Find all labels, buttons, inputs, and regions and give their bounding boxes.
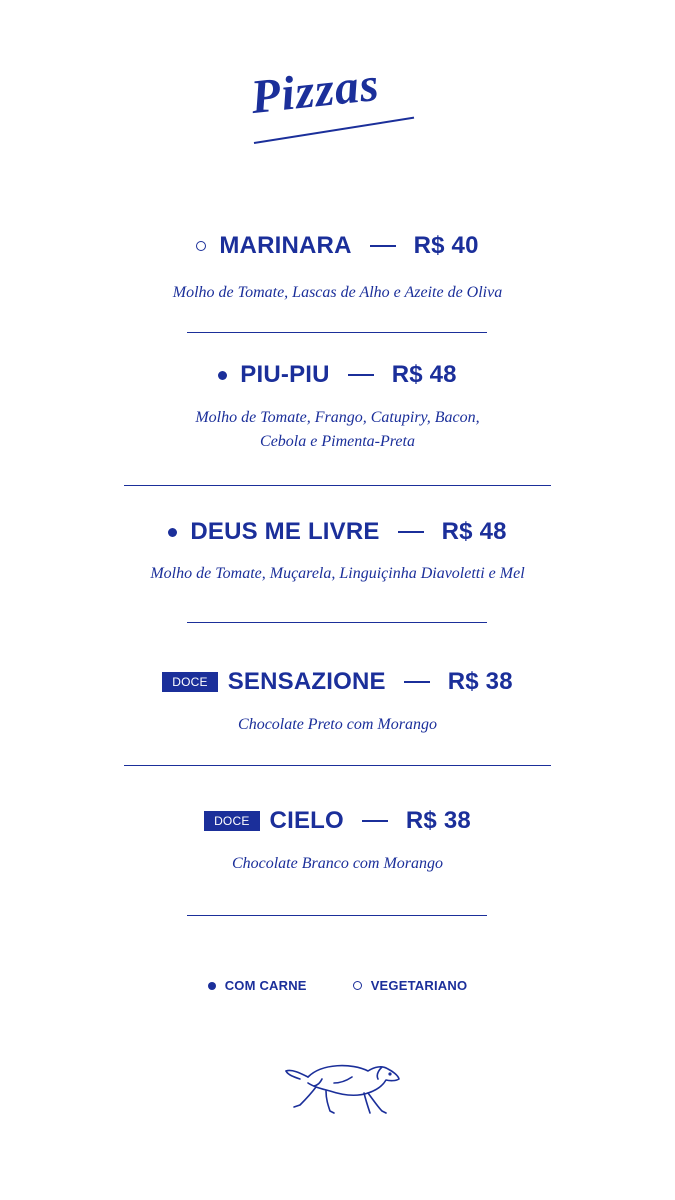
legend-label: VEGETARIANO xyxy=(370,978,468,993)
running-dog-icon xyxy=(282,1057,404,1119)
dash-separator xyxy=(404,681,430,683)
dash-separator xyxy=(398,531,424,533)
hollow-circle-icon xyxy=(353,981,362,990)
description-line: Molho de Tomate, Muçarela, Linguiçinha Diavoletti e Mel xyxy=(150,565,525,582)
legend-item-vegetarian xyxy=(353,978,468,993)
description-line: Chocolate Branco com Morango xyxy=(231,855,444,872)
divider xyxy=(187,915,487,916)
item-name: DEUS ME LIVRE xyxy=(190,518,380,545)
item-description xyxy=(0,406,675,454)
item-description xyxy=(0,713,675,737)
item-name: PIU-PIU xyxy=(240,361,330,388)
menu-item-cielo xyxy=(0,807,675,835)
item-description xyxy=(0,562,675,586)
item-price: R$ 48 xyxy=(441,518,507,545)
dash-separator xyxy=(362,820,388,822)
legend-label: COM CARNE xyxy=(224,978,307,993)
item-description xyxy=(0,852,675,876)
page-title-text: Pizzas xyxy=(248,57,382,125)
item-price: R$ 48 xyxy=(391,361,457,388)
item-name: MARINARA xyxy=(219,232,352,259)
description-line: Molho de Tomate, Frango, Catupiry, Bacon, xyxy=(195,409,480,426)
doce-badge: DOCE xyxy=(204,811,259,831)
divider xyxy=(187,622,487,623)
divider xyxy=(124,765,551,766)
item-price: R$ 38 xyxy=(405,807,471,834)
item-name: SENSAZIONE xyxy=(227,668,386,695)
menu-item-marinara xyxy=(0,232,675,260)
hollow-circle-icon xyxy=(196,241,206,251)
description-line: Cebola e Pimenta-Preta xyxy=(260,433,415,450)
item-name: CIELO xyxy=(269,807,344,834)
dash-separator xyxy=(348,374,374,376)
filled-circle-icon xyxy=(218,371,227,380)
legend xyxy=(0,978,675,993)
legend-item-meat xyxy=(208,978,307,993)
filled-circle-icon xyxy=(208,982,216,990)
item-price: R$ 38 xyxy=(447,668,513,695)
divider xyxy=(124,485,551,486)
description-line: Chocolate Preto com Morango xyxy=(238,716,437,733)
dash-separator xyxy=(370,245,396,247)
menu-item-sensazione xyxy=(0,668,675,696)
divider xyxy=(187,332,487,333)
page-title xyxy=(240,57,440,160)
menu-item-deus-me-livre xyxy=(0,518,675,546)
description-line: Molho de Tomate, Lascas de Alho e Azeite de Oliva xyxy=(172,284,503,301)
item-price: R$ 40 xyxy=(413,232,479,259)
item-description xyxy=(0,281,675,305)
filled-circle-icon xyxy=(168,528,177,537)
doce-badge: DOCE xyxy=(162,672,217,692)
menu-item-piu-piu xyxy=(0,361,675,389)
